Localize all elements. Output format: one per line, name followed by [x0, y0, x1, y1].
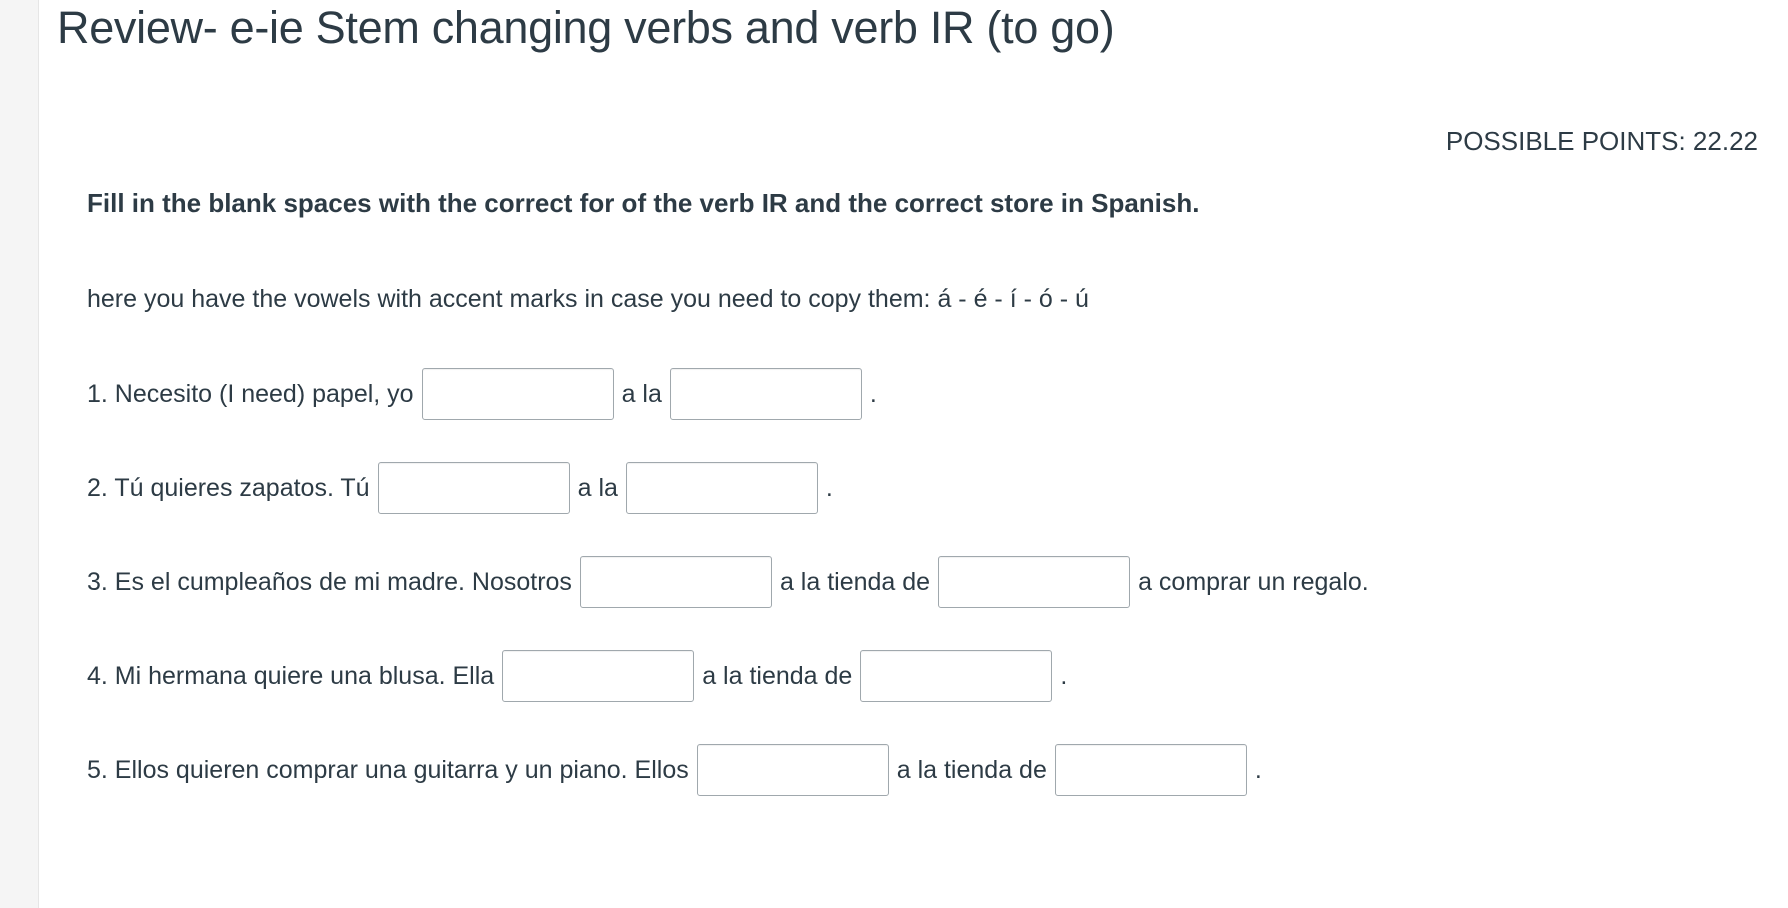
- question-1-blank-1[interactable]: [422, 368, 614, 420]
- question-3-suffix: a comprar un regalo.: [1138, 567, 1369, 596]
- question-4-blank-2[interactable]: [860, 650, 1052, 702]
- question-1-middle: a la: [621, 379, 662, 408]
- question-1-suffix: .: [869, 379, 877, 408]
- question-4-prefix: 4. Mi hermana quiere una blusa. Ella: [87, 661, 495, 690]
- question-5-suffix: .: [1254, 755, 1262, 784]
- question-4-blank-1[interactable]: [502, 650, 694, 702]
- question-2-middle: a la: [577, 473, 618, 502]
- question-2-prefix: 2. Tú quieres zapatos. Tú: [87, 473, 370, 502]
- question-5-blank-1[interactable]: [697, 744, 889, 796]
- question-2-blank-1[interactable]: [378, 462, 570, 514]
- question-5: [87, 742, 1262, 798]
- question-2-blank-2[interactable]: [626, 462, 818, 514]
- question-4-middle: a la tienda de: [702, 661, 853, 690]
- possible-points: POSSIBLE POINTS: 22.22: [1445, 126, 1758, 156]
- page-title: Review- e-ie Stem changing verbs and verb IR (to go): [57, 2, 1115, 53]
- question-4: [87, 648, 1067, 704]
- question-5-middle: a la tienda de: [896, 755, 1047, 784]
- question-5-prefix: 5. Ellos quieren comprar una guitarra y un piano. Ellos: [87, 755, 689, 784]
- accent-marks-note: here you have the vowels with accent marks in case you need to copy them: á - é - í - ó - ú: [87, 285, 1089, 313]
- question-5-blank-2[interactable]: [1055, 744, 1247, 796]
- question-3-middle: a la tienda de: [779, 567, 931, 596]
- question-1-prefix: 1. Necesito (I need) papel, yo: [87, 379, 414, 408]
- question-3-blank-2[interactable]: [938, 556, 1130, 608]
- question-1: [87, 366, 877, 422]
- instructions-text: Fill in the blank spaces with the correct for of the verb IR and the correct store in Spanish.: [87, 188, 1200, 218]
- question-3-blank-1[interactable]: [580, 556, 772, 608]
- question-2-suffix: .: [825, 473, 833, 502]
- question-4-suffix: .: [1060, 661, 1068, 690]
- question-3-prefix: 3. Es el cumpleaños de mi madre. Nosotros: [87, 567, 572, 596]
- question-3: [87, 554, 1369, 610]
- left-gutter: [0, 0, 39, 908]
- question-1-blank-2[interactable]: [670, 368, 862, 420]
- question-2: [87, 460, 833, 516]
